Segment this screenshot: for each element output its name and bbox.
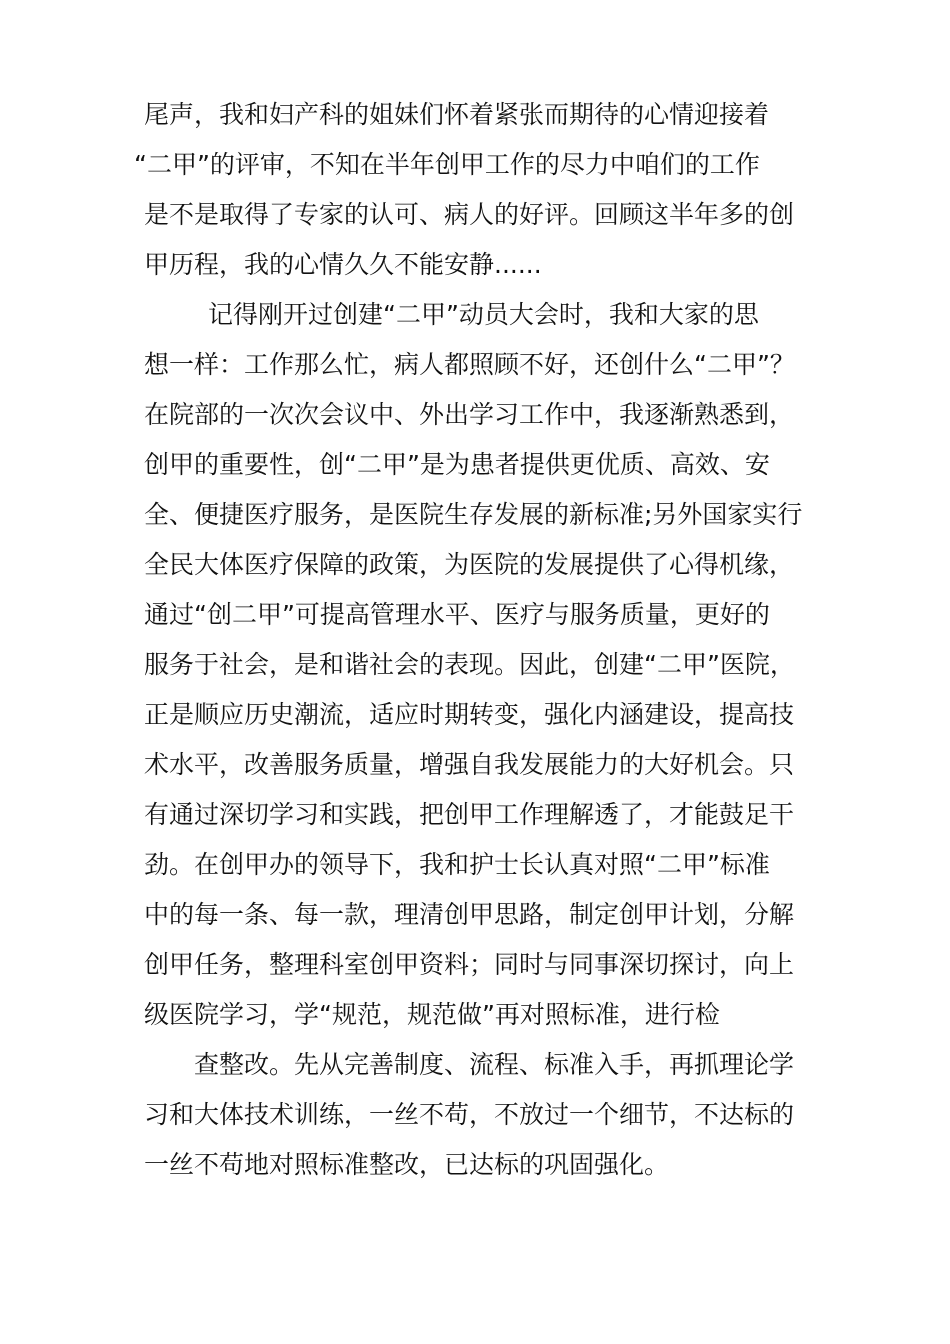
text-line: 正是顺应历史潮流，适应时期转变，强化内涵建设，提高技 — [144, 700, 795, 729]
text-line: 一丝不苟地对照标准整改，已达标的巩固强化。 — [144, 1150, 670, 1179]
text-line: 术水平，改善服务质量，增强自我发展能力的大好机会。只 — [144, 750, 795, 779]
text-line: 全、便捷医疗服务，是医院生存发展的新标准;另外国家实行 — [144, 500, 803, 529]
text-line: 习和大体技术训练，一丝不苟，不放过一个细节，不达标的 — [144, 1100, 795, 1129]
paragraph-first-line: 查整改。先从完善制度、流程、标准入手，再抓理论学 — [194, 1050, 795, 1079]
text-line: 创甲的重要性，创“二甲”是为患者提供更优质、高效、安 — [144, 450, 770, 479]
text-line: 中的每一条、每一款，理清创甲思路，制定创甲计划，分解 — [144, 900, 795, 929]
paragraph-first-line: 记得刚开过创建“二甲”动员大会时，我和大家的思 — [208, 300, 759, 329]
text-line: 尾声，我和妇产科的姐妹们怀着紧张而期待的心情迎接着 — [144, 100, 770, 129]
text-line: 有通过深切学习和实践，把创甲工作理解透了，才能鼓足干 — [144, 800, 795, 829]
text-line: 全民大体医疗保障的政策，为医院的发展提供了心得机缘， — [144, 550, 795, 579]
text-line: 是不是取得了专家的认可、病人的好评。回顾这半年多的创 — [144, 200, 795, 229]
text-line: 在院部的一次次会议中、外出学习工作中，我逐渐熟悉到， — [144, 400, 795, 429]
text-line: 甲历程，我的心情久久不能安静...... — [144, 250, 542, 279]
text-line: 想一样：工作那么忙，病人都照顾不好，还创什么“二甲”？ — [144, 350, 795, 379]
text-line: 级医院学习，学“规范，规范做”再对照标准，进行检 — [144, 1000, 720, 1029]
text-line: 服务于社会，是和谐社会的表现。因此，创建“二甲”医院， — [144, 650, 795, 679]
text-line: 通过“创二甲”可提高管理水平、医疗与服务质量，更好的 — [144, 600, 770, 629]
text-line: 劲。在创甲办的领导下，我和护士长认真对照“二甲”标准 — [144, 850, 770, 879]
text-line: 创甲任务，整理科室创甲资料；同时与同事深切探讨，向上 — [144, 950, 795, 979]
text-line: “二甲”的评审，不知在半年创甲工作的尽力中咱们的工作 — [134, 150, 760, 179]
